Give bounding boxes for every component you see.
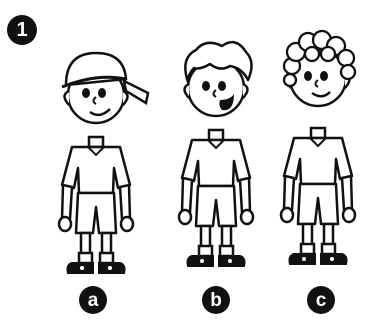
boy-a	[59, 53, 148, 273]
option-c-badge[interactable]	[307, 286, 335, 314]
boy-b	[179, 42, 253, 266]
option-b-badge[interactable]	[202, 286, 230, 314]
option-label: c	[315, 289, 327, 311]
question-number: 1	[16, 19, 28, 41]
option-label: a	[87, 289, 99, 311]
option-a-badge[interactable]	[79, 286, 107, 314]
boy-c	[281, 31, 355, 264]
option-label: b	[210, 289, 222, 311]
